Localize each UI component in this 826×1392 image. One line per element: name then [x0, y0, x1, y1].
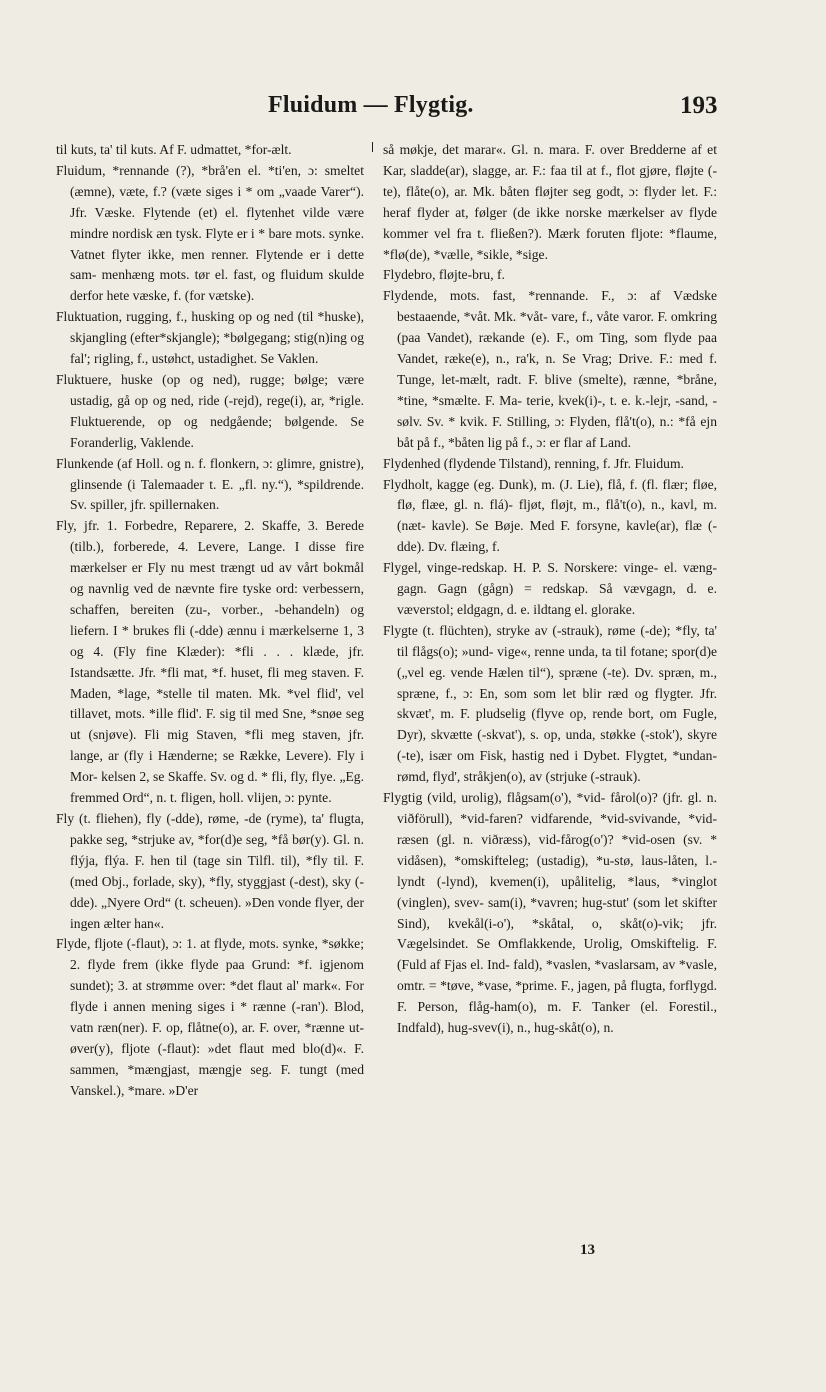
- entry: Flydenhed (flydende Tilstand), renning, f. Jfr. Fluidum.: [383, 455, 684, 471]
- printer-signature: 13: [580, 1242, 595, 1258]
- entry: Flygel, vinge-redskap. H. P. S. Norskere: vinge- el. væng-gagn. Gagn (gågn) = redskap. Så vævgagn, d. e. væverstol; eldgagn, d. e. ildtang el. glorake.: [383, 560, 717, 617]
- entry: Flydende, mots. fast, *rennande. F., ɔ: af Vædske bestaaende, *våt. Mk. *våt- vare, f., våte varor. F. omkring (paa Vandet), rækande (e). F., om Ting, som flyde paa Vandet, ræke(e), n., ra'k, n. Se Vrag; Drive. F.: med f. Tunge, let-mælt, radt. F. blive (smelte), rænne, *bråne, *tine, *smælte. F. Ma- terie, kvek(i)-, t. e. k.-lejr, -sand, -sølv. Sv. * kvik. F. Stilling, ɔ: Flyden, flå't(o), n.: *få ejn båt på f., *båten lig på f., ɔ: er flar af Land.: [383, 288, 717, 450]
- entry: Fluidum, *rennande (?), *brå'en el. *ti'en, ɔ: smeltet (æmne), væte, f.? (væte siges i * om „vaade Varer“). Jfr. Væske. Flytende (et) el. flytenhet vilde være mindre nordisk æn tysk. Flyte er i * bare mots. synke. Vatnet flyter ikke, men renner. Flytende er i dette sam- menhæng mots. tør el. fast, og fluidum skulde derfor hete væske, f. (for vætske).: [56, 162, 364, 304]
- entry: Flyde, fljote (-flaut), ɔ: 1. at flyde, mots. synke, *søkke; 2. flyde frem (ikke flyde paa Grund: *f. igjenom sundet); 3. at strømme over: *det flaut al' mark«. For flyde i annen mening siges i * rænne (-ran'). Blod, vatn ræn(ner). F. op, flåtne(o), ar. F. over, *rænne ut-øver(y), fljote (-flaut): »det flaut med blo(d)«. F. sammen, *mængjast, mængje seg. F. tungt (med Vanskel.), *mare. »D'er: [56, 936, 364, 1098]
- page-number: 193: [680, 92, 718, 119]
- column-divider: [372, 142, 373, 152]
- left-column: [56, 140, 364, 1102]
- entry: Fluktuation, rugging, f., husking op og ned (til *huske), skjangling (efter*skjangle); *bølgegang; stig(n)ing og fal'; rigling, f., ustøhct, ustadighet. Se Vaklen.: [56, 309, 364, 367]
- entry: Flydebro, fløjte-bru, f.: [383, 267, 505, 283]
- entry: Flydholt, kagge (eg. Dunk), m. (J. Lie), flå, f. (fl. flær; fløe, flø, flæe, gl. n. flá)- fljøt, fløjt, m., flå't(o), n., kavl, m. (næt- kavle). Se Bøje. Med F. forsyne, kavle(ar), flæ (-dde). Dv. flæing, f.: [383, 476, 717, 555]
- entry: Flygte (t. flüchten), stryke av (-strauk), røme (-de); *fly, ta' til flågs(o); »und- vige«, renne unda, ta til fotane; spor(d)e („vel eg. vende Hælen til“), spræne (-te). Dv. spræn, m., spræne, f., ɔ: En, som som let blir ræd og flygter. Jfr. skvæt', m. F. pludselig (flyve op, rende bort, om Fugle, Dyr), skvætte (-skvat'), s. op, unda, støkke (-stok'), skyre (-te), især om Fisk, hastig ned i Dybet. Flygtet, *undan-rømd, flyd', stråkjen(o), av (strjuke (-strauk).: [383, 622, 717, 785]
- page-header: [0, 92, 826, 126]
- entry: Fluktuere, huske (op og ned), rugge; bølge; være ustadig, gå op og ned, ride (-rejd), rege(i), ar, *rigle. Fluktuerende, op og nedgående; bølgende. Se Foranderlig, Vaklende.: [56, 371, 364, 450]
- right-column: [383, 140, 717, 1039]
- entry: så møkje, det marar«. Gl. n. mara. F. over Bredderne af et Kar, sladde(ar), slagge, ar. F.: faa til at f., flot gjøre, fløjte (-te), flåte(o), ar. Mk. båten fløjter seg godt, ɔ: flyder let. F.: heraf flyder at, følger (de ikke norske mærkelser av flyde kommer vel fra t. fließen?). Mærk foruten fljote: *flaume, *flø(de), *vælle, *sikle, *sige.: [383, 142, 717, 262]
- entry: til kuts, ta' til kuts. Af F. udmattet, *for-ælt.: [56, 142, 292, 157]
- entry: Flunkende (af Holl. og n. f. flonkern, ɔ: glimre, gnistre), glinsende (i Talemaader t. E. „fl. ny.“), *spildrende. Sv. spiller, jfr. spillernaken.: [56, 455, 364, 513]
- running-head: Fluidum — Flygtig.: [268, 92, 474, 118]
- entry: Flygtig (vild, urolig), flågsam(o'), *vid- fårol(o)? (jfr. gl. n. viðförull), *vid-faren? vidfarende, *vid-svivande, *vid-ræsen (gl. n. viðræss), vid-fårog(o')? *vid-osen (sv. * vidåsen), *omskifteleg; (ustadig), *u-stø, laus-låten, l.-lyndt (-lynd), kvemen(i), upålitelig, *laus, *vinglot (vinglen), svev- sam(i), *vavren; hug-stut' (som let skifter Sind), kvekål(i-o'), *skåtal, o, skåt(o)-vik; jfr. Vægelsindet. Se Omflakkende, Urolig, Omskiftelig. F. (Fuld af Fjas el. Ind- fald), *vaslen, *vaslarsam, av *vasle, omtr. = *tøve, *vase, *prime. F., jagen, på flugta, forflygd. F. Person, flåg-ham(o), m. F. Tanker (el. Forestil., Indfald), hug-svev(i), n., hug-skåt(o), n.: [383, 790, 717, 1036]
- entry: Fly, jfr. 1. Forbedre, Reparere, 2. Skaffe, 3. Berede (tilb.), forberede, 4. Levere, Lange. I disse fire mærkelser er Fly nu mest trængt ud av vårt bokmål og navnlig ved de nævnte fire tyske ord: verbessern, schaffen, bereiten (zu-, vorber., -behandeln) og liefern. I * brukes fli (-dde) ænnu i mærkelserne 1, 3 og 4. (Fly fine Klæder): *fli . . . klæde, jfr. Istandsætte. Jfr. *fli mat, *f. huset, fli meg staven. F. Maden, *lage, *stelle til maten. Mk. *vel flid', vel tillavet, mots. *ille flid'. F. sig til med Sne, *snøe seg ut (snjøve). Fli mig Staven, *fli meg staven, jfr. lange, ar (fly i Hænderne; se Række, Levere). Fly i Mor- kelsen 2, se Skaffe. Sv. og d. * fli, fly, flye. „Eg. fremmed Ord“, n. t. fligen, holl. vlijen, ɔ: pynte.: [56, 518, 364, 806]
- entry: Fly (t. fliehen), fly (-dde), røme, -de (ryme), ta' flugta, pakke seg, *strjuke av, *for(d)e seg, *få bør(y). Gl. n. flýja, flýa. F. hen til (tage sin Tilfl. til), *fly til. F. (med Obj., forlade, sky), *fly, styggjast (-dest), sky (-dde). „Nyere Ord“ (t. scheuen). »Den vonde flyer, der ingen ælter han«.: [56, 811, 364, 931]
